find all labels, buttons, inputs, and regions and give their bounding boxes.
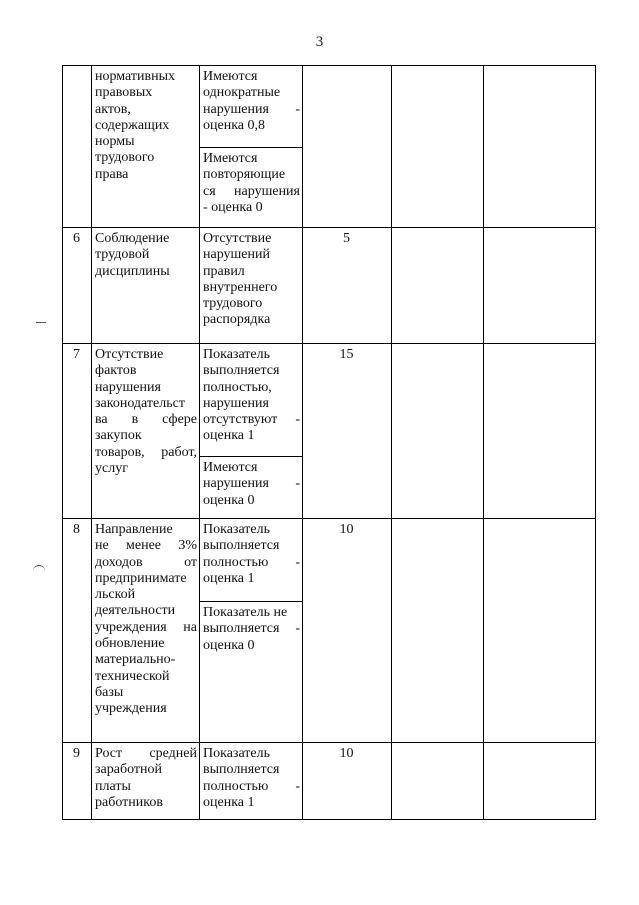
criterion-word: ся (203, 183, 216, 199)
indicator-name-line: актов, (95, 101, 131, 117)
indicator-name-line (95, 620, 197, 636)
criterion-line (203, 779, 300, 795)
criterion-line: внутреннего (203, 279, 278, 295)
indicator-name (95, 231, 197, 280)
indicator-name-word: менее (126, 538, 162, 554)
indicator-name-word: от (184, 554, 197, 570)
criterion-line: Имеются (203, 151, 258, 166)
indicator-name-line: технической (95, 668, 170, 684)
indicator-name (95, 522, 197, 718)
criterion-line (203, 412, 300, 428)
indicator-name-line: Направление (95, 522, 173, 537)
criterion-line: выполняется (203, 363, 280, 379)
indicator-name-line: заработной (95, 762, 162, 778)
max-score: 15 (339, 347, 354, 362)
page-number: 3 (315, 34, 324, 50)
indicator-name-line (95, 538, 197, 554)
indicator-name-line: деятельности (95, 603, 176, 619)
indicator-name-word: 3% (178, 538, 197, 554)
indicator-name (95, 69, 197, 183)
criterion-line (203, 621, 300, 637)
criterion-line: нарушения (203, 395, 269, 411)
indicator-name-line: нормативных (95, 69, 176, 84)
criterion (203, 151, 300, 216)
criterion-line: оценка 0,8 (203, 117, 266, 133)
criterion-line: однократные (203, 85, 281, 101)
criterion-line: оценка 0 (203, 492, 255, 508)
criterion (203, 605, 300, 654)
criterion-word: - (295, 101, 300, 117)
row-number: 8 (73, 522, 80, 537)
indicator-name-line (95, 412, 197, 428)
indicator-name-line: трудовой (95, 247, 150, 263)
row-border (62, 65, 595, 66)
indicator-name-word: ва (95, 412, 108, 428)
indicator-name-line: нормы (95, 134, 135, 150)
indicator-name-word: Рост (95, 746, 123, 761)
indicator-name-line: права (95, 166, 129, 182)
max-score: 5 (343, 231, 350, 246)
column-border (62, 65, 63, 820)
indicator-name-line: учреждения (95, 701, 167, 717)
criterion-line: - оценка 0 (203, 199, 263, 215)
indicator-name-word: не (95, 538, 109, 554)
indicator-name-word: работ, (161, 444, 197, 460)
row-number: 7 (73, 347, 80, 362)
indicator-name-line: трудового (95, 150, 155, 166)
indicator-name-line: льской (95, 587, 136, 603)
criterion-word: - (295, 554, 300, 570)
criterion-line: выполняется (203, 762, 280, 778)
indicator-name-line: платы (95, 778, 131, 794)
criterion-line: оценка 1 (203, 794, 255, 810)
row-border (62, 819, 595, 820)
criterion-line: Показатель (203, 746, 270, 761)
criteria-table (62, 65, 595, 819)
criterion-line: трудового (203, 296, 263, 312)
row-border (62, 742, 595, 743)
criterion (203, 460, 300, 509)
indicator-name-line: содержащих (95, 117, 170, 133)
criterion-line: полностью, (203, 379, 272, 395)
criterion-line: выполняется (203, 538, 280, 554)
criterion-line: Имеются (203, 460, 258, 475)
column-border (91, 65, 92, 820)
indicator-name-line: нарушения (95, 379, 161, 395)
criterion-line (203, 555, 300, 571)
indicator-name-word: доходов (95, 554, 143, 570)
criterion-word: отсутствуют (203, 412, 278, 428)
criterion-word: нарушения (203, 101, 269, 117)
criterion-word: - (295, 778, 300, 794)
column-border (483, 65, 484, 820)
indicator-name-word: товаров, (95, 444, 145, 460)
column-border (302, 65, 303, 820)
indicator-name-word: в (131, 412, 139, 428)
criterion (203, 522, 300, 587)
criterion (203, 347, 300, 445)
criterion-line: Показатель (203, 522, 270, 537)
criterion (203, 746, 300, 811)
criterion-word: выполняется (203, 621, 280, 637)
indicator-name-line: правовых (95, 85, 153, 101)
criterion-line: нарушений (203, 247, 270, 263)
criterion-line: распорядка (203, 312, 271, 328)
criterion-word: нарушения (203, 476, 269, 492)
indicator-name-line: предпринимате (95, 570, 187, 586)
indicator-name (95, 746, 197, 811)
criterion-line (203, 476, 300, 492)
indicator-name-line: обновление (95, 636, 165, 652)
row-border (62, 343, 595, 344)
criterion-line: Показатель (203, 347, 270, 362)
row-border (62, 518, 595, 519)
criterion-word: нарушения (234, 183, 300, 199)
indicator-name-line: закупок (95, 428, 142, 444)
indicator-name-line: фактов (95, 363, 137, 379)
indicator-name-word: на (183, 619, 197, 635)
row-border (62, 227, 595, 228)
criterion (203, 69, 300, 134)
indicator-name-line: Соблюдение (95, 231, 170, 246)
column-border (199, 65, 200, 820)
criterion-line (203, 102, 300, 118)
max-score: 10 (339, 746, 354, 761)
criteria-divider (199, 456, 302, 457)
indicator-name-word: средней (149, 746, 197, 761)
criterion-word: полностью (203, 554, 269, 570)
criterion-line: оценка 0 (203, 637, 255, 653)
indicator-name-word: сфере (162, 412, 197, 428)
indicator-name-line: дисциплины (95, 263, 170, 279)
indicator-name-line: базы (95, 684, 124, 700)
criterion-line: оценка 1 (203, 570, 255, 586)
column-border (391, 65, 392, 820)
indicator-name-line (95, 746, 197, 762)
criterion-line (203, 184, 300, 200)
criterion-line: Показатель не (203, 605, 288, 620)
row-number: 6 (73, 231, 80, 246)
indicator-name-line: законодательст (95, 395, 185, 411)
criterion-word: - (295, 412, 300, 428)
criterion-line: правил (203, 263, 245, 279)
row-number: 9 (73, 746, 80, 761)
max-score: 10 (339, 522, 354, 537)
criterion-word: - (295, 621, 300, 637)
criterion-line: повторяющие (203, 167, 286, 183)
indicator-name-line (95, 445, 197, 461)
criterion-line: оценка 1 (203, 428, 255, 444)
criterion (203, 231, 300, 329)
indicator-name-line (95, 555, 197, 571)
indicator-name (95, 347, 197, 477)
margin-mark (36, 322, 46, 323)
criterion-line: Имеются (203, 69, 258, 84)
criterion-line: Отсутствие (203, 231, 272, 246)
criteria-divider (199, 601, 302, 602)
column-border (595, 65, 596, 820)
indicator-name-line: Отсутствие (95, 347, 164, 362)
margin-mark (33, 565, 45, 574)
criterion-word: - (295, 476, 300, 492)
indicator-name-line: услуг (95, 461, 128, 477)
indicator-name-line: материально- (95, 652, 176, 668)
criterion-word: полностью (203, 778, 269, 794)
indicator-name-line: работников (95, 794, 163, 810)
indicator-name-word: учреждения (95, 619, 167, 635)
criteria-divider (199, 147, 302, 148)
